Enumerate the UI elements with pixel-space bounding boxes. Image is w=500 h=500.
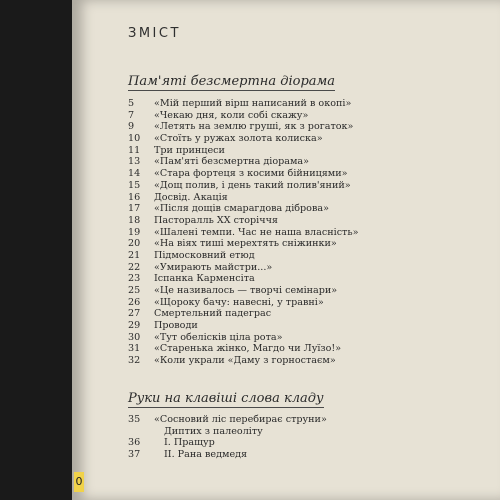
- toc-page-number: 31: [128, 343, 141, 355]
- toc-entry: [128, 145, 488, 157]
- toc-page-number: 30: [128, 331, 141, 343]
- toc-entry: [128, 285, 488, 297]
- toc-entry-title: «Тут обелісків ціла рота»: [154, 331, 283, 343]
- toc-page-number: 15: [128, 179, 141, 191]
- toc-entry-title: Диптих з палеоліту: [164, 425, 263, 437]
- toc-page-number: 18: [128, 214, 141, 226]
- toc-page-number: 16: [128, 191, 141, 203]
- toc-entry: [128, 156, 488, 168]
- toc-page-number: 36: [128, 437, 141, 449]
- toc-entry-title: Досвід. Акація: [154, 191, 228, 203]
- toc-entry-title: Смертельний падеграс: [154, 308, 272, 320]
- toc-entry-title: «Коли украли «Даму з горностаєм»: [154, 355, 336, 367]
- toc-entry-title: «Старенька жінко, Магдо чи Луїзо!»: [154, 343, 342, 355]
- toc-entry-title: ІІ. Рана ведмедя: [164, 449, 248, 461]
- toc-entry-title: Проводи: [154, 320, 198, 332]
- toc-entry: [128, 355, 488, 367]
- toc-entry-title: «Щороку бачу: навесні, у травні»: [154, 296, 324, 308]
- toc-entry-title: «Чекаю дня, коли собі скажу»: [154, 109, 309, 121]
- toc-entry-title: «Шалені темпи. Час не наша власність»: [154, 226, 359, 238]
- toc-page-number: 37: [128, 449, 141, 461]
- toc-entry-title: «Це називалось — творчі семінари»: [154, 285, 338, 296]
- toc-page-number: 17: [128, 203, 141, 215]
- toc-entry-title: «Сосновий ліс перебирає струни»: [154, 414, 327, 425]
- toc-page-number: 7: [128, 109, 135, 121]
- toc-entry: [128, 203, 488, 215]
- toc-entry-title: І. Пращур: [164, 437, 215, 449]
- toc-page-number: 10: [128, 133, 141, 145]
- toc-entry: [128, 414, 488, 426]
- toc-entry-title: «Умирають майстри...»: [154, 261, 273, 273]
- toc-entry-title: Три принцеси: [154, 144, 225, 156]
- section-title-1: Пам'яті безсмертна діорама: [128, 74, 336, 89]
- toc-entry: [128, 426, 488, 438]
- toc-entry-title: «Стоїть у ружах золота колиска»: [154, 133, 323, 145]
- toc-page-number: 35: [128, 414, 141, 425]
- toc-entry: [128, 297, 488, 309]
- toc-entry: [128, 110, 488, 122]
- toc-page-number: 25: [128, 285, 141, 296]
- toc-page-number: 26: [128, 296, 141, 308]
- toc-entry: [128, 192, 488, 204]
- toc-entry: [128, 238, 488, 250]
- toc-entry: [128, 227, 488, 239]
- toc-page-number: 32: [128, 355, 141, 367]
- toc-page-number: 14: [128, 168, 141, 180]
- toc-entry: [128, 121, 488, 133]
- toc-entry-title: «Після дощів смарагдова діброва»: [154, 203, 329, 215]
- book-page: [72, 0, 500, 500]
- toc-entry: [128, 437, 488, 449]
- toc-entry-title: Підмосковний етюд: [154, 249, 255, 261]
- toc-page-number: 27: [128, 308, 141, 320]
- toc-page-number: 9: [128, 121, 135, 133]
- toc-page-number: 22: [128, 261, 141, 273]
- toc-page-number: 21: [128, 249, 141, 261]
- toc-page-number: 11: [128, 144, 141, 156]
- toc-page-number: 13: [128, 156, 141, 168]
- toc-page-number: 23: [128, 273, 141, 285]
- section-entries-1: [128, 98, 488, 367]
- toc-entry-title: «Мій перший вірш написаний в окопі»: [154, 98, 352, 109]
- toc-entry-title: «Пам'яті безсмертна діорама»: [154, 156, 310, 168]
- section-entries-2: [128, 414, 488, 461]
- toc-entry-title: «На віях тиші мерехтять сніжинки»: [154, 238, 337, 250]
- toc-entry: [128, 343, 488, 355]
- toc-entry: [128, 215, 488, 227]
- toc-entry: [128, 250, 488, 262]
- toc-entry-title: Пасторалль XX сторіччя: [154, 214, 278, 226]
- toc-page-number: 5: [128, 98, 135, 109]
- toc-entry-title: Іспанка Карменсіта: [154, 273, 255, 285]
- toc-entry: [128, 133, 488, 145]
- toc-entry: [128, 332, 488, 344]
- toc-entry: [128, 320, 488, 332]
- toc-page-number: 20: [128, 238, 141, 250]
- page-marker-badge: 0: [74, 472, 84, 492]
- toc-entry: [128, 180, 488, 192]
- toc-entry-title: «Дощ полив, і день такий полив'яний»: [154, 179, 351, 191]
- toc-entry: [128, 98, 488, 110]
- toc-entry: [128, 308, 488, 320]
- toc-page-number: 29: [128, 320, 141, 332]
- toc-entry: [128, 262, 488, 274]
- toc-entry-title: «Стара фортеця з косими бійницями»: [154, 168, 348, 180]
- toc-entry: [128, 273, 488, 285]
- toc-entry: [128, 168, 488, 180]
- contents-heading: ЗМІСТ: [128, 26, 181, 41]
- toc-entry: [128, 449, 488, 461]
- toc-page-number: 19: [128, 226, 141, 238]
- toc-entry-title: «Летять на землю груші, як з рогаток»: [154, 121, 354, 133]
- section-title-2: Руки на клавіші слова кладу: [128, 391, 324, 406]
